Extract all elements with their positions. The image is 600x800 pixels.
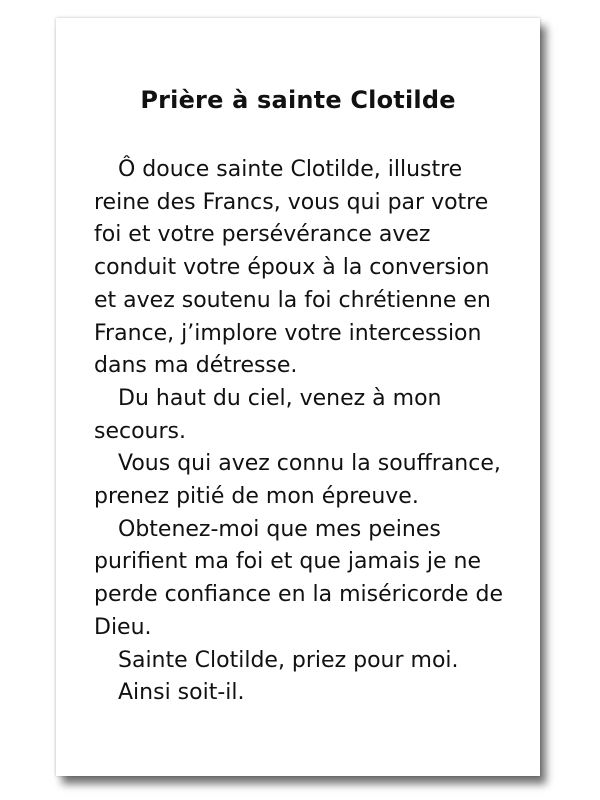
prayer-card: [56, 18, 540, 776]
prayer-title: Prière à sainte Clotilde: [140, 86, 456, 114]
prayer-paragraph: Du haut du ciel, venez à mon secours.: [94, 385, 442, 444]
prayer-paragraph: Vous qui avez connu la souffrance, prenez pitié de mon épreuve.: [94, 451, 501, 510]
prayer-text: [94, 154, 514, 710]
prayer-paragraph: Ainsi soit-il.: [118, 680, 245, 706]
prayer-paragraph: Obtenez-moi que mes peines purifient ma foi et que jamais je ne perde confiance en la miséricorde de Dieu.: [94, 516, 504, 640]
prayer-paragraph: Ô douce sainte Clotilde, illustre reine des Francs, vous qui par votre foi et votre persévérance avez conduit votre époux à la conversion et avez soutenu la foi chrétienne en France, j’implore votre intercession dans ma détresse.: [94, 157, 491, 379]
prayer-paragraph: Sainte Clotilde, priez pour moi.: [118, 647, 459, 673]
